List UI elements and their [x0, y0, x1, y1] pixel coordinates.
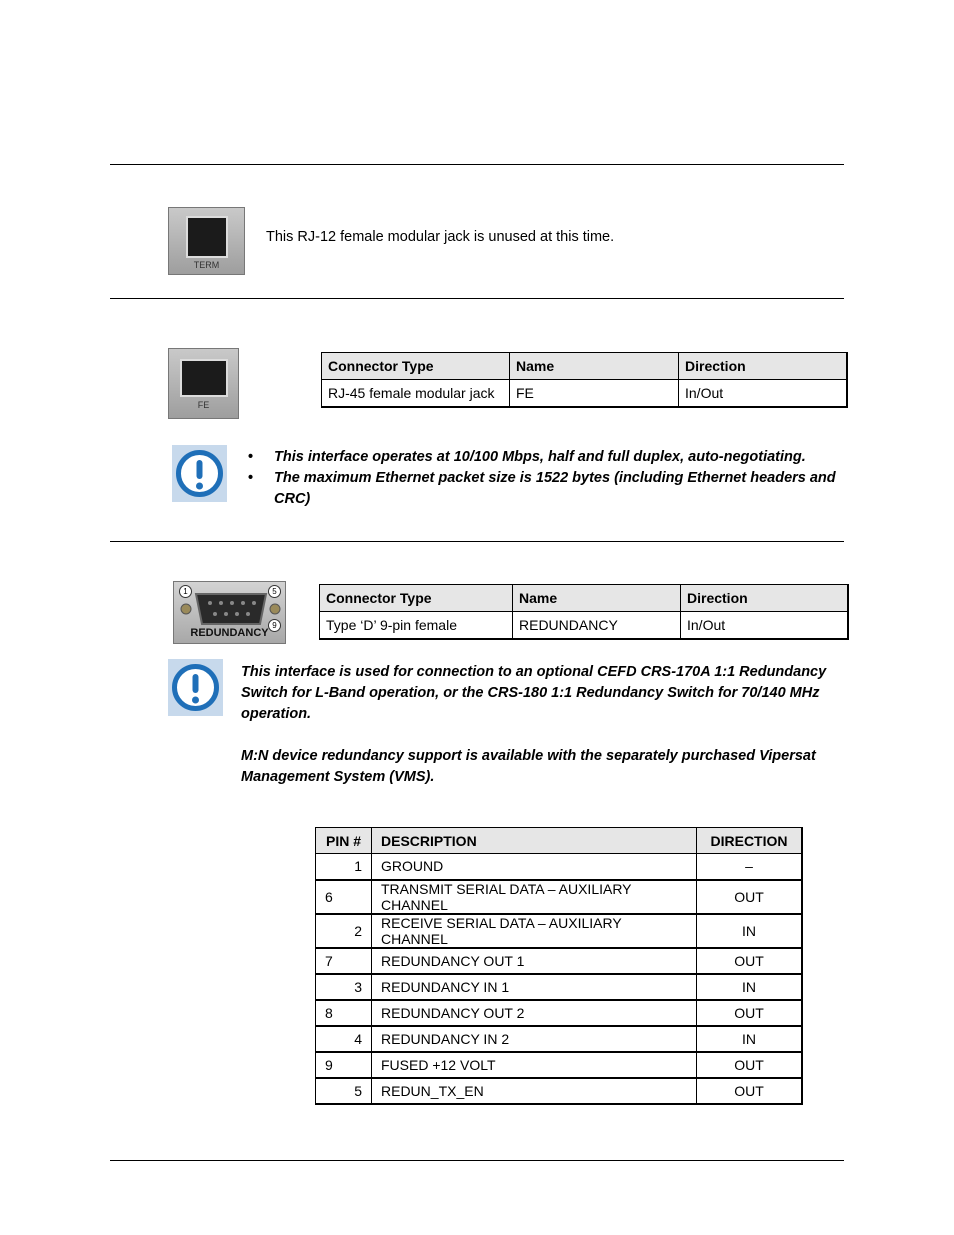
pin-direction-cell: OUT — [697, 880, 803, 914]
header-name: Name — [513, 585, 681, 612]
header-connector-type: Connector Type — [320, 585, 513, 612]
table-row — [316, 914, 803, 948]
pin-number-cell: 7 — [316, 948, 372, 974]
pin-number-cell: 4 — [316, 1026, 372, 1052]
redundancy-note-paragraph-1: This interface is used for connection to an optional CEFD CRS-170A 1:1 Redundancy Switch for L-Band operation, or the CRS-180 1:1 Redundancy Switch for 70/140 MHz operation. — [241, 664, 827, 722]
redundancy-note-paragraph-2: M:N device redundancy support is available with the separately purchased Vipersat Management System (VMS). — [241, 748, 816, 785]
table-row — [316, 1026, 803, 1052]
pin-number-cell: 2 — [316, 914, 372, 948]
pin-direction-cell: OUT — [697, 1000, 803, 1026]
cell-direction: In/Out — [681, 612, 849, 639]
pin-marker: 1 — [179, 585, 192, 598]
cell-name: FE — [510, 380, 679, 407]
pin-number-cell: 8 — [316, 1000, 372, 1026]
fe-jack-photo — [168, 348, 239, 419]
pin-marker: 9 — [268, 619, 281, 632]
redundancy-connector-photo — [173, 581, 286, 644]
pin-marker: 5 — [268, 585, 281, 598]
pin-direction-cell: – — [697, 854, 803, 880]
table-row — [316, 948, 803, 974]
pin-description-cell: GROUND — [372, 854, 697, 880]
fe-note-item: • The maximum Ethernet packet size is 1522 bytes (including Ethernet headers and CRC) — [245, 468, 845, 510]
pin-description-cell: RECEIVE SERIAL DATA – AUXILIARY CHANNEL — [372, 914, 697, 948]
pin-direction-cell: IN — [697, 914, 803, 948]
header-direction: Direction — [681, 585, 849, 612]
term-description: This RJ-12 female modular jack is unused at this time. — [266, 229, 615, 245]
section-divider — [110, 541, 844, 542]
cell-direction: In/Out — [679, 380, 848, 407]
header-description: DESCRIPTION — [372, 828, 697, 854]
table-row — [316, 1000, 803, 1026]
section-divider — [110, 298, 844, 299]
fe-note-item: • This interface operates at 10/100 Mbps, half and full duplex, auto-negotiating. — [245, 447, 845, 468]
cell-connector-type: RJ-45 female modular jack — [322, 380, 510, 407]
redundancy-pinout-table — [315, 827, 803, 1105]
pin-direction-cell: IN — [697, 974, 803, 1000]
exclamation-info-icon — [168, 659, 223, 716]
fe-notes-list — [245, 447, 845, 510]
pin-number-cell: 6 — [316, 880, 372, 914]
table-row — [316, 974, 803, 1000]
table-row — [316, 1052, 803, 1078]
header-name: Name — [510, 353, 679, 380]
redundancy-connector-table — [319, 584, 849, 640]
pin-number-cell: 9 — [316, 1052, 372, 1078]
fe-photo-label: FE — [197, 400, 210, 410]
table-row — [316, 854, 803, 880]
pin-number-cell: 3 — [316, 974, 372, 1000]
header-direction: DIRECTION — [697, 828, 803, 854]
exclamation-info-icon — [172, 445, 227, 502]
header-connector-type: Connector Type — [322, 353, 510, 380]
pin-description-cell: REDUNDANCY OUT 2 — [372, 1000, 697, 1026]
term-jack-photo — [168, 207, 245, 275]
table-row — [316, 1078, 803, 1104]
pin-description-cell: REDUNDANCY IN 1 — [372, 974, 697, 1000]
pin-number-cell: 5 — [316, 1078, 372, 1104]
term-photo-label: TERM — [193, 260, 220, 270]
pin-description-cell: REDUN_TX_EN — [372, 1078, 697, 1104]
pin-description-cell: REDUNDANCY OUT 1 — [372, 948, 697, 974]
pin-direction-cell: IN — [697, 1026, 803, 1052]
redundancy-photo-label: REDUNDANCY — [190, 627, 269, 639]
pin-description-cell: TRANSMIT SERIAL DATA – AUXILIARY CHANNEL — [372, 880, 697, 914]
table-row — [316, 880, 803, 914]
pin-description-cell: FUSED +12 VOLT — [372, 1052, 697, 1078]
pin-direction-cell: OUT — [697, 948, 803, 974]
header-pin: PIN # — [316, 828, 372, 854]
pin-number-cell: 1 — [316, 854, 372, 880]
cell-connector-type: Type ‘D’ 9-pin female — [320, 612, 513, 639]
pin-direction-cell: OUT — [697, 1078, 803, 1104]
section-divider — [110, 164, 844, 165]
footer-divider — [110, 1160, 844, 1161]
cell-name: REDUNDANCY — [513, 612, 681, 639]
fe-connector-table — [321, 352, 848, 408]
header-direction: Direction — [679, 353, 848, 380]
pin-description-cell: REDUNDANCY IN 2 — [372, 1026, 697, 1052]
pin-direction-cell: OUT — [697, 1052, 803, 1078]
